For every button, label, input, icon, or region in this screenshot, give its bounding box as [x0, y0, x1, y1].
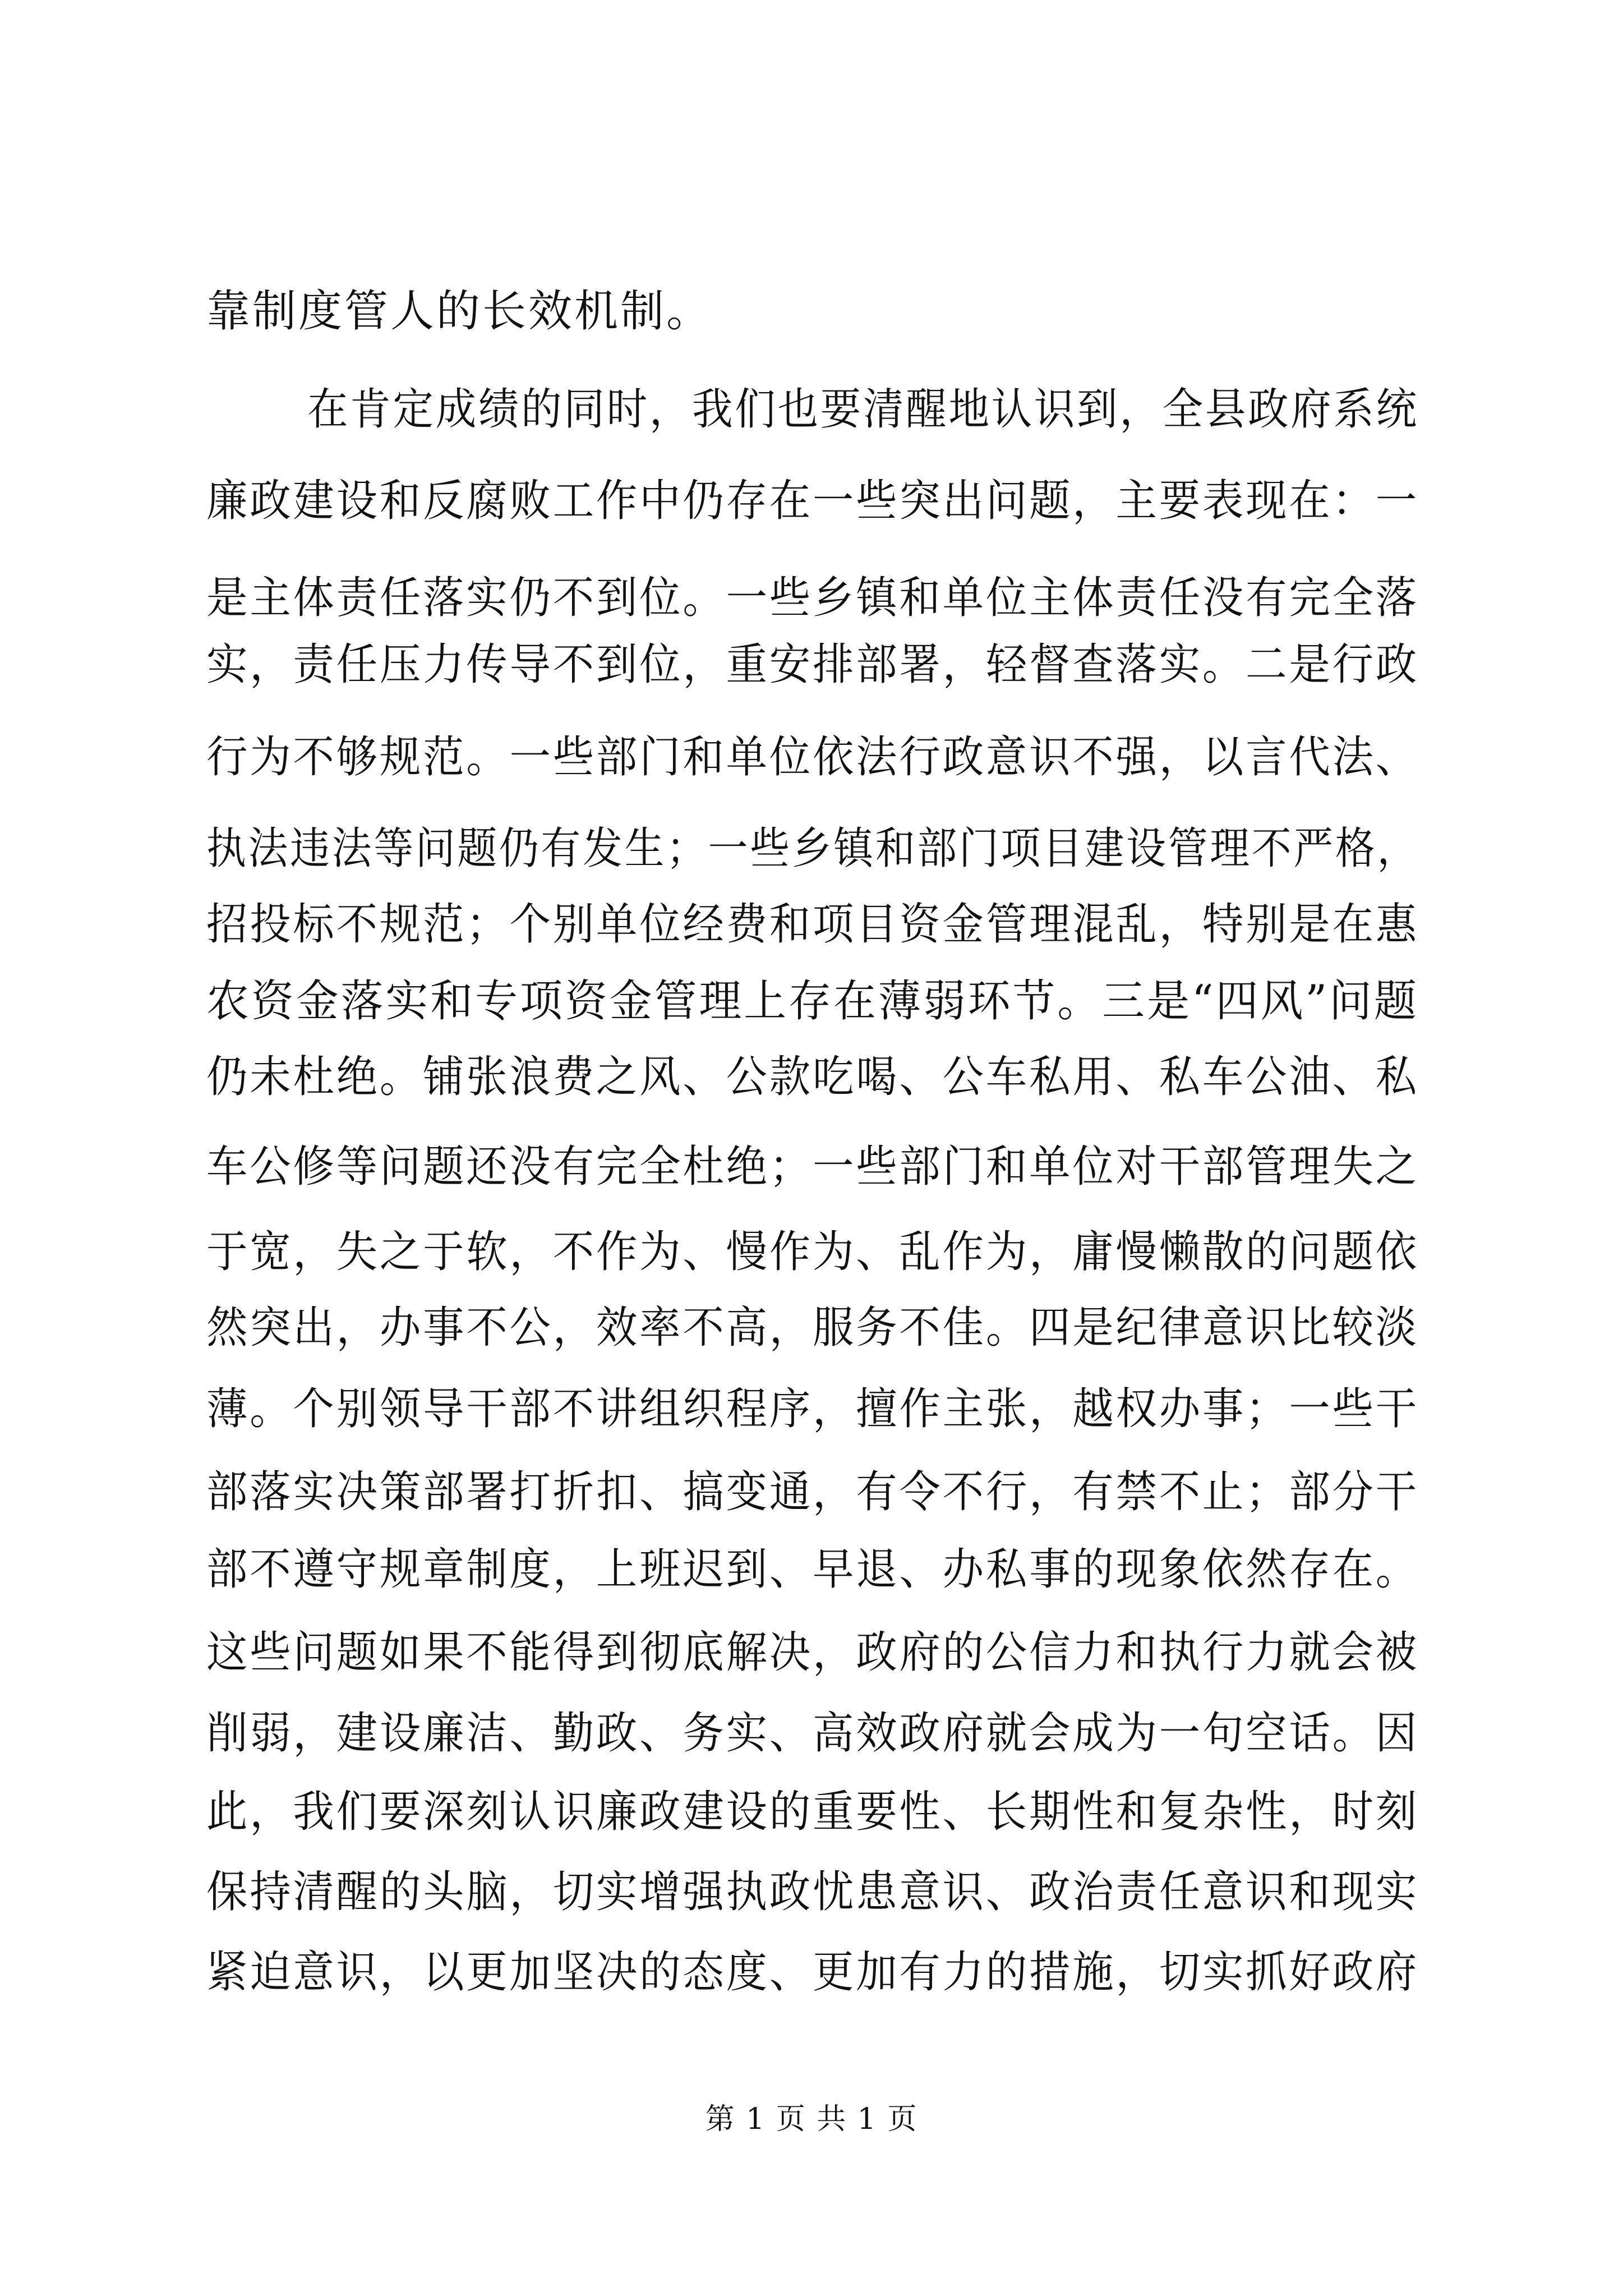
- text-line: 紧迫意识，以更加坚决的态度、更加有力的措施，切实抓好政府: [206, 1947, 1419, 1998]
- text-line: 削弱，建设廉洁、勤政、务实、高效政府就会成为一句空话。因: [206, 1708, 1419, 1759]
- text-line: 实，责任压力传导不到位，重安排部署，轻督查落实。二是行政: [206, 639, 1419, 690]
- text-line: 此，我们要深刻认识廉政建设的重要性、长期性和复杂性，时刻: [206, 1787, 1419, 1837]
- text-line: 保持清醒的头脑，切实增强执政忧患意识、政治责任意识和现实: [206, 1867, 1419, 1917]
- text-line: 农资金落实和专项资金管理上存在薄弱环节。三是“四风”问题: [206, 976, 1419, 1027]
- text-line: 然突出，办事不公，效率不高，服务不佳。四是纪律意识比较淡: [206, 1303, 1419, 1353]
- text-line: 仍未杜绝。铺张浪费之风、公款吃喝、公车私用、私车公油、私: [206, 1052, 1419, 1102]
- text-line: 是主体责任落实仍不到位。一些乡镇和单位主体责任没有完全落: [206, 573, 1419, 623]
- text-line: 执法违法等问题仍有发生；一些乡镇和部门项目建设管理不严格，: [206, 823, 1419, 874]
- text-line: 车公修等问题还没有完全杜绝；一些部门和单位对干部管理失之: [206, 1142, 1419, 1192]
- text-line: 部落实决策部署打折扣、搞变通，有令不行，有禁不止；部分干: [206, 1467, 1419, 1517]
- text-line: 招投标不规范；个别单位经费和项目资金管理混乱，特别是在惠: [206, 899, 1419, 950]
- text-line: 这些问题如果不能得到彻底解决，政府的公信力和执行力就会被: [206, 1627, 1419, 1678]
- text-line: 于宽，失之于软，不作为、慢作为、乱作为，庸慢懒散的问题依: [206, 1227, 1419, 1277]
- text-line: 部不遵守规章制度，上班迟到、早退、办私事的现象依然存在。: [206, 1544, 1419, 1595]
- text-line: 廉政建设和反腐败工作中仍存在一些突出问题，主要表现在：一: [206, 476, 1419, 526]
- text-line: 薄。个别领导干部不讲组织程序，擅作主张，越权办事；一些干: [206, 1384, 1419, 1434]
- text-line: 行为不够规范。一些部门和单位依法行政意识不强，以言代法、: [206, 732, 1419, 783]
- text-line: 靠制度管人的长效机制。: [206, 286, 713, 337]
- paragraph-start-line: 在肯定成绩的同时，我们也要清醒地认识到，全县政府系统: [307, 384, 1419, 435]
- page-number-footer: 第 1 页 共 1 页: [705, 2102, 918, 2136]
